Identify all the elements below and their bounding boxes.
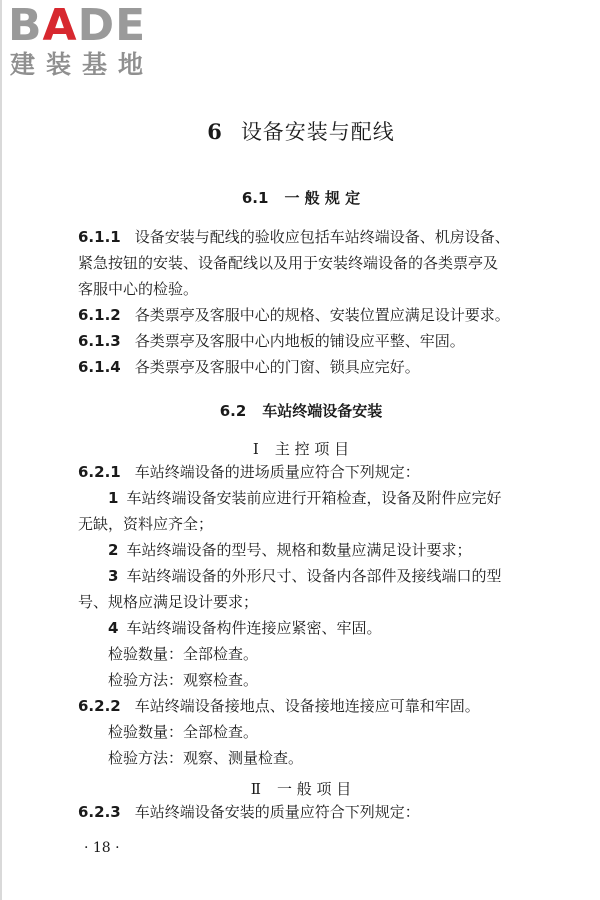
clause-number: 6.2.2 <box>78 697 121 715</box>
inspection-quantity: 检验数量：全部检查。 <box>108 723 259 741</box>
clause-6-1-2 <box>78 305 510 325</box>
clause-6-1-1-line2: 紧急按钮的安装、设备配线以及用于安装终端设备的各类票亭及 <box>78 254 499 272</box>
inspection-quantity: 检验数量：全部检查。 <box>108 645 259 663</box>
subsection-numeral: Ⅱ <box>250 780 261 798</box>
item-text: 车站终端设备构件连接应紧密、牢固。 <box>126 619 382 637</box>
logo-wordmark <box>8 2 154 50</box>
subsection-title: 一 般 项 目 <box>276 780 352 798</box>
inspection-method: 检验方法：观察检查。 <box>108 671 259 689</box>
subsection-main-items <box>2 438 600 459</box>
clause-6-1-1 <box>78 227 510 247</box>
item-text: 车站终端设备的型号、规格和数量应满足设计要求； <box>126 541 472 559</box>
list-item-3 <box>108 566 501 586</box>
clause-number: 6.2.1 <box>78 463 121 481</box>
clause-number: 6.2.3 <box>78 803 121 821</box>
item-number: 2 <box>108 541 119 559</box>
item-number: 1 <box>108 489 119 507</box>
clause-6-2-2 <box>78 696 480 716</box>
inspection-method: 检验方法：观察、测量检查。 <box>108 749 304 767</box>
logo-letter-b: B <box>8 0 43 51</box>
clause-6-2-3 <box>78 802 420 822</box>
section-number: 6.1 <box>241 189 269 207</box>
list-item-1 <box>108 488 501 508</box>
item-number: 3 <box>108 567 119 585</box>
clause-number: 6.1.4 <box>78 358 121 376</box>
clause-6-1-3 <box>78 331 465 351</box>
logo-letters-de: DE <box>77 0 147 51</box>
clause-number: 6.1.1 <box>78 228 121 246</box>
list-item-3-line2: 号、规格应满足设计要求； <box>78 593 259 611</box>
subsection-general-items <box>2 778 600 799</box>
logo-subtitle: 建装基地 <box>10 50 155 79</box>
list-item-2 <box>108 540 471 560</box>
section-heading-6-2 <box>2 400 600 421</box>
logo-letter-a: A <box>42 0 78 51</box>
page-number: · 18 · <box>84 840 120 856</box>
clause-text: 各类票亭及客服中心的规格、安装位置应满足设计要求。 <box>134 306 510 324</box>
clause-text: 车站终端设备接地点、设备接地连接应可靠和牢固。 <box>134 697 480 715</box>
clause-text: 设备安装与配线的验收应包括车站终端设备、机房设备、 <box>134 228 510 246</box>
clause-text: 车站终端设备安装的质量应符合下列规定： <box>134 803 420 821</box>
watermark-logo <box>8 2 154 80</box>
clause-number: 6.1.2 <box>78 306 121 324</box>
chapter-heading <box>2 116 600 146</box>
clause-6-1-4 <box>78 357 420 377</box>
clause-text: 各类票亭及客服中心的门窗、锁具应完好。 <box>134 358 420 376</box>
list-item-4 <box>108 618 381 638</box>
chapter-number: 6 <box>207 119 223 144</box>
section-number: 6.2 <box>219 402 247 420</box>
item-number: 4 <box>108 619 119 637</box>
subsection-title: 主 控 项 目 <box>274 440 350 458</box>
clause-6-2-1 <box>78 462 420 482</box>
subsection-numeral: Ⅰ <box>252 440 259 458</box>
item-text: 车站终端设备的外形尺寸、设备内各部件及接线端口的型 <box>126 567 502 585</box>
clause-text: 各类票亭及客服中心内地板的铺设应平整、牢固。 <box>134 332 465 350</box>
section-heading-6-1 <box>2 187 600 208</box>
section-title: 一 般 规 定 <box>284 189 361 207</box>
chapter-title: 设备安装与配线 <box>240 120 395 144</box>
clause-number: 6.1.3 <box>78 332 121 350</box>
list-item-1-line2: 无缺，资料应齐全； <box>78 515 214 533</box>
section-title: 车站终端设备安装 <box>262 402 383 420</box>
clause-text: 车站终端设备的进场质量应符合下列规定： <box>134 463 420 481</box>
clause-6-1-1-line3: 客服中心的检验。 <box>78 280 199 298</box>
item-text: 车站终端设备安装前应进行开箱检查，设备及附件应完好 <box>126 489 502 507</box>
